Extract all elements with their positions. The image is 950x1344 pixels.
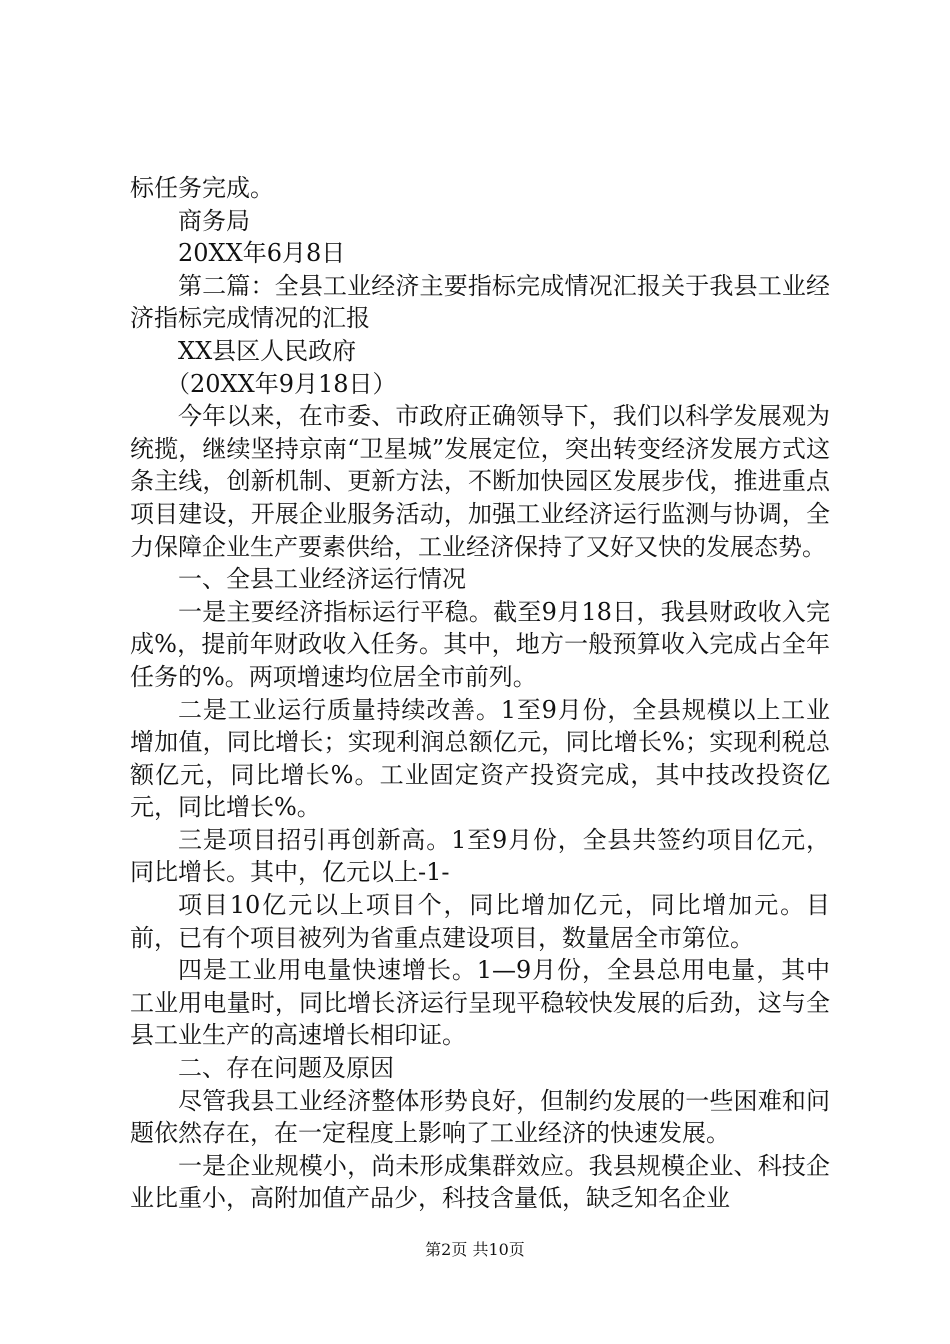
paragraph-continuation: 标任务完成。 bbox=[130, 174, 274, 202]
paragraph-indicators: 一是主要经济指标运行平稳。截至9月18日，我县财政收入完成%，提前年财政收入任务。其中，地方一般预算收入完成占全年任务的%。两项增速均位居全市前列。 bbox=[130, 597, 830, 691]
document-body bbox=[130, 172, 830, 1215]
page-footer bbox=[0, 1240, 950, 1260]
page-number: 第2页 共10页 bbox=[425, 1240, 525, 1259]
section-heading-problems: 二、存在问题及原因 bbox=[178, 1054, 394, 1083]
section-heading-chapter-two: 第二篇：全县工业经济主要指标完成情况汇报关于我县工业经济指标完成情况的汇报 bbox=[130, 271, 830, 333]
section-heading-operation: 一、全县工业经济运行情况 bbox=[178, 565, 466, 594]
paragraph-electricity: 四是工业用电量快速增长。1—9月份，全县总用电量，其中工业用电量时，同比增长济运行呈现平稳较快发展的后劲，这与全县工业生产的高速增长相印证。 bbox=[130, 956, 830, 1050]
paragraph-quality: 二是工业运行质量持续改善。1至9月份，全县规模以上工业增加值，同比增长；实现利润总额亿元，同比增长%；实现利税总额亿元，同比增长%。工业固定资产投资完成，其中技改投资亿元，同比增长%。 bbox=[130, 695, 830, 822]
paragraph-projects-continued: 项目10亿元以上项目个，同比增加亿元，同比增加元。目前，已有个项目被列为省重点建设项目，数量居全市第位。 bbox=[130, 891, 830, 952]
signature-organization: 商务局 bbox=[178, 206, 250, 235]
signature-date: 20XX年6月8日 bbox=[178, 239, 346, 268]
paragraph-projects: 三是项目招引再创新高。1至9月份，全县共签约项目亿元，同比增长。其中，亿元以上-1- bbox=[130, 825, 830, 887]
issuer-name: XX县区人民政府 bbox=[178, 336, 357, 365]
paragraph-problems-intro: 尽管我县工业经济整体形势良好，但制约发展的一些困难和问题依然存在，在一定程度上影响了工业经济的快速发展。 bbox=[130, 1086, 830, 1148]
paragraph-intro: 今年以来，在市委、市政府正确领导下，我们以科学发展观为统揽，继续坚持京南“卫星城”发展定位，突出转变经济发展方式这条主线，创新机制、更新方法，不断加快园区发展步伐，推进重点项目建设，开展企业服务活动，加强工业经济运行监测与协调，全力保障企业生产要素供给，工业经济保持了又好又快的发展态势。 bbox=[130, 402, 830, 561]
issue-date: （20XX年9月18日） bbox=[166, 369, 397, 398]
paragraph-enterprise-scale: 一是企业规模小，尚未形成集群效应。我县规模企业、科技企业比重小，高附加值产品少，科技含量低，缺乏知名企业 bbox=[130, 1151, 830, 1213]
